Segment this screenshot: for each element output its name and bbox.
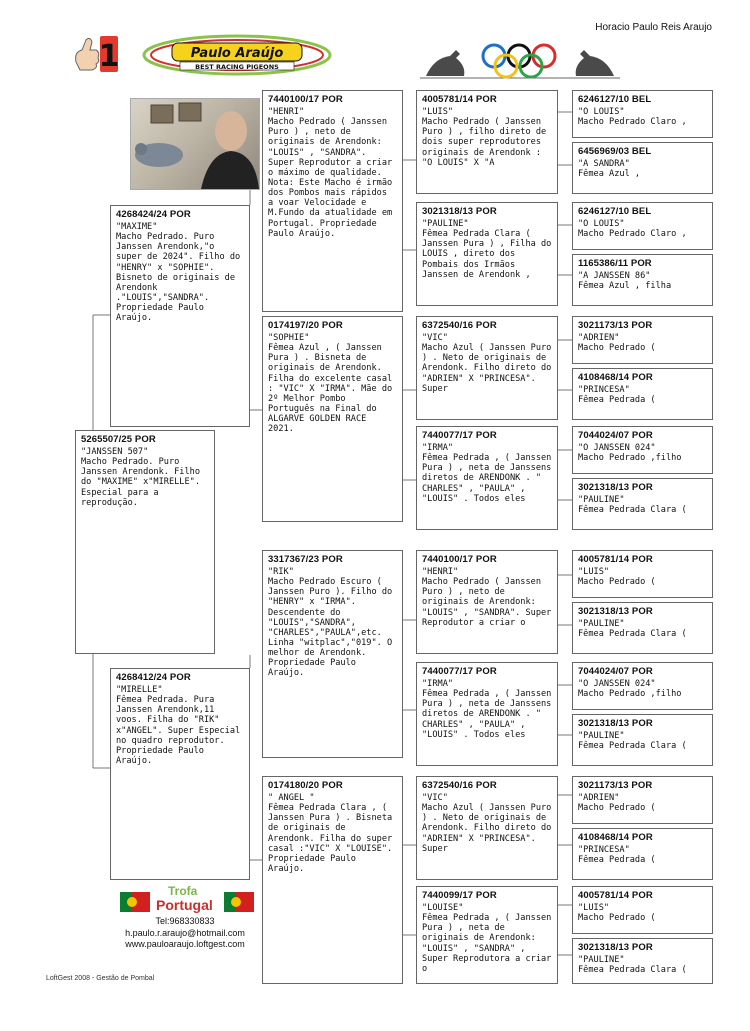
pigeon-description: "A SANDRA" Fêmea Azul , [578,159,641,180]
ring-number: 0174180/20 POR [268,780,343,791]
ring-number: 3021318/13 POR [578,482,653,493]
ring-number: 6372540/16 POR [422,320,497,331]
brand-logo [142,34,332,76]
pigeon-description: "PAULINE" Fêmea Pedrada Clara ( [578,619,687,640]
ring-number: 4005781/14 POR [578,554,653,565]
pigeons-rings-logo [420,36,620,86]
pigeon-description: "PAULINE" Fêmea Pedrada Clara ( Janssen Pura ) , Filha do LOUIS , direto dos Pombais dos Irmãos Janssen de Arendonk , [422,219,552,280]
ring-number: 7440077/17 POR [422,430,497,441]
portugal-flag-icon [120,892,150,912]
website-link[interactable]: www.pauloaraujo.loftgest.com [125,939,245,950]
badge-number: 1 [98,39,120,74]
pedigree-card-gen5 [572,602,713,654]
pedigree-card-gen3 [262,90,403,312]
ring-number: 7440099/17 POR [422,890,497,901]
phone-number: Tel:968330833 [155,916,215,926]
pigeon-description: "ADRIEN" Macho Pedrado ( [578,793,656,814]
ring-number: 3317367/23 POR [268,554,343,565]
ring-number: 6372540/16 POR [422,780,497,791]
pigeon-description: "LOUISE" Fêmea Pedrada , ( Janssen Pura ) , neta de originais de Arendonk: "LOUIS" , "SANDRA" , Super Reprodutora a criar o [422,903,552,974]
pigeon-description: "VIC" Macho Azul ( Janssen Puro ) . Neto de originais de Arendonk. Filho direto do "ADRIEN" X "PRINCESA". Super [422,793,552,854]
pigeon-description: "SOPHIE" Fêmea Azul , ( Janssen Pura ) . Bisneta de originais de Arendonk. Filha do excelente casal : "VIC" X "IRMA". Mãe do 2º Melhor Pombo Português na Final do ALGARVE GOLDEN RACE 2021. [268,333,393,435]
pigeon-description: "IRMA" Fêmea Pedrada , ( Janssen Pura ) , neta de Janssens diretos de ARENDONK . " CHARLES" , "PAULA" , "LOUIS" . Todos eles [422,443,552,504]
pedigree-card-gen4 [416,662,558,766]
pedigree-card-gen5 [572,776,713,824]
pigeon-description: "HENRI" Macho Pedrado ( Janssen Puro ) , neto de originais de Arendonk: "LOUIS" , "SANDRA". Super Reprodutor a criar o [422,567,552,628]
pigeon-description: "MAXIME" Macho Pedrado. Puro Janssen Arendonk,"o super de 2024". Filho do "HENRY" x "SOPHIE". Bisneto de originais de Arendonk ."LOUIS","SANDRA". Propriedade Paulo Araújo. [116,222,241,324]
pedigree-card-gen5 [572,886,713,934]
pedigree-card-gen5 [572,714,713,766]
ring-number: 3021318/13 POR [578,606,653,617]
trofa-label: Trofa [168,884,198,898]
pedigree-card-gen5 [572,90,713,138]
email-link[interactable]: h.paulo.r.araujo@hotmail.com [125,927,245,938]
pedigree-card-sire [110,205,250,427]
pigeon-description: "LUIS" Macho Pedrado ( Janssen Puro ) , filho direto de dois super reprodutores originais de Arendonk : "O LOUIS" X "A [422,107,547,168]
pigeon-description: "PAULINE" Fêmea Pedrada Clara ( [578,495,687,516]
ring-number: 3021318/13 POR [578,942,653,953]
owner-name: Horacio Paulo Reis Araujo [595,22,712,33]
pigeon-description: "PAULINE" Fêmea Pedrada Clara ( [578,955,687,976]
pedigree-card-gen5 [572,478,713,530]
ring-number: 3021173/13 POR [578,320,653,331]
ring-number: 4005781/14 POR [422,94,497,105]
pedigree-card-gen5 [572,550,713,598]
pedigree-card-gen3 [262,776,403,984]
pedigree-card-dam [110,668,250,880]
pigeon-description: "PRINCESA" Fêmea Pedrada ( [578,845,656,866]
ring-number: 3021318/13 POR [422,206,497,217]
ring-number: 4108468/14 POR [578,832,653,843]
ring-number: 4108468/14 POR [578,372,653,383]
pigeon-description: "MIRELLE" Fêmea Pedrada. Pura Janssen Arendonk,11 voos. Filha do "RIK" x"ANGEL". Super Especial no quadro reprodutor. Propriedade Paulo Araújo. [116,685,241,766]
ring-number: 4268424/24 POR [116,209,191,220]
pedigree-card-gen4 [416,886,558,984]
ring-number: 7440100/17 POR [268,94,343,105]
ring-number: 3021318/13 POR [578,718,653,729]
pedigree-card-gen5 [572,938,713,984]
pigeon-description: "PRINCESA" Fêmea Pedrada ( [578,385,656,406]
ring-number: 7440100/17 POR [422,554,497,565]
software-credit: LoftGest 2008 - Gestão de Pombal [46,975,155,982]
trofa-portugal-logo [120,884,256,916]
pedigree-card-gen5 [572,426,713,474]
pedigree-card-gen5 [572,828,713,880]
pedigree-card-gen5 [572,368,713,420]
ring-number: 0174197/20 POR [268,320,343,331]
pigeon-description: "O JANSSEN 024" Macho Pedrado ,filho [578,679,682,700]
portugal-flag-icon [224,892,254,912]
pigeon-description: "O LOUIS" Macho Pedrado Claro , [578,107,687,128]
brand-tagline: BEST RACING PIGEONS [195,63,279,71]
pigeon-description: "ADRIEN" Macho Pedrado ( [578,333,656,354]
pigeon-description: " ANGEL " Fêmea Pedrada Clara , ( Janssen Pura ) . Bisneta de originais de Arendonk. Filha do super casal :"VIC" X "LOUISE". Propriedade Paulo Araújo. [268,793,393,874]
pedigree-card-gen4 [416,90,558,194]
pedigree-card-gen5 [572,316,713,364]
pedigree-card-gen5 [572,202,713,250]
pigeon-description: "LUIS" Macho Pedrado ( [578,903,656,924]
pedigree-card-subject [75,430,215,654]
ring-number: 4005781/14 POR [578,890,653,901]
ring-number: 7044024/07 POR [578,666,653,677]
ring-number: 7440077/17 POR [422,666,497,677]
brand-name: Paulo Araújo [190,46,284,61]
ring-number: 3021173/13 POR [578,780,653,791]
pigeon-description: "PAULINE" Fêmea Pedrada Clara ( [578,731,687,752]
pedigree-card-gen4 [416,776,558,880]
number-one-badge [70,32,120,76]
pedigree-card-gen4 [416,426,558,530]
portugal-label: Portugal [156,897,213,913]
ring-number: 1165386/11 POR [578,258,652,269]
pigeon-description: "A JANSSEN 86" Fêmea Azul , filha [578,271,672,292]
ring-number: 4268412/24 POR [116,672,191,683]
ring-number: 6246127/10 BEL [578,206,652,217]
pigeon-description: "VIC" Macho Azul ( Janssen Puro ) . Neto de originais de Arendonk. Filho direto do "ADRIEN" X "PRINCESA". Super [422,333,552,394]
pedigree-card-gen5 [572,254,713,306]
pedigree-card-gen4 [416,316,558,420]
pedigree-card-gen4 [416,202,558,306]
pigeon-description: "O JANSSEN 024" Macho Pedrado ,filho [578,443,682,464]
pedigree-card-gen3 [262,550,403,758]
pigeon-description: "LUIS" Macho Pedrado ( [578,567,656,588]
pedigree-card-gen3 [262,316,403,522]
owner-photo [130,98,260,190]
pigeon-description: "HENRI" Macho Pedrado ( Janssen Puro ) , neto de originais de Arendonk: "LOUIS" , "SANDRA". Super Reprodutor a criar o máximo de qualidade. Nota: Este Macho é irmão dos Pombos mais rápidos a voar Velocidade e M.Fundo da atualidade em Portugal. Propriedade Paulo Araújo. [268,107,393,239]
ring-number: 6246127/10 BEL [578,94,652,105]
ring-number: 5265507/25 POR [81,434,156,445]
contact-block [110,916,260,951]
pigeon-description: "RIK" Macho Pedrado Escuro ( Janssen Puro ). Filho do "HENRY" x "IRMA". Descendente do "LOUIS","SANDRA", "CHARLES","PAULA",etc. Linha "witplac","019". O melhor de Arendonk. Propriedade Paulo Araújo. [268,567,393,679]
ring-number: 6456969/03 BEL [578,146,652,157]
pigeon-description: "O LOUIS" Macho Pedrado Claro , [578,219,687,240]
pigeon-description: "IRMA" Fêmea Pedrada , ( Janssen Pura ) , neta de Janssens diretos de ARENDONK . " CHARLES" , "PAULA" , "LOUIS" . Todos eles [422,679,552,740]
pedigree-card-gen5 [572,662,713,710]
pigeon-description: "JANSSEN 507" Macho Pedrado. Puro Janssen Arendonk. Filho do "MAXIME" x"MIRELLE". Especial para a reprodução. [81,447,200,508]
pedigree-card-gen4 [416,550,558,654]
ring-number: 7044024/07 POR [578,430,653,441]
pedigree-card-gen5 [572,142,713,194]
